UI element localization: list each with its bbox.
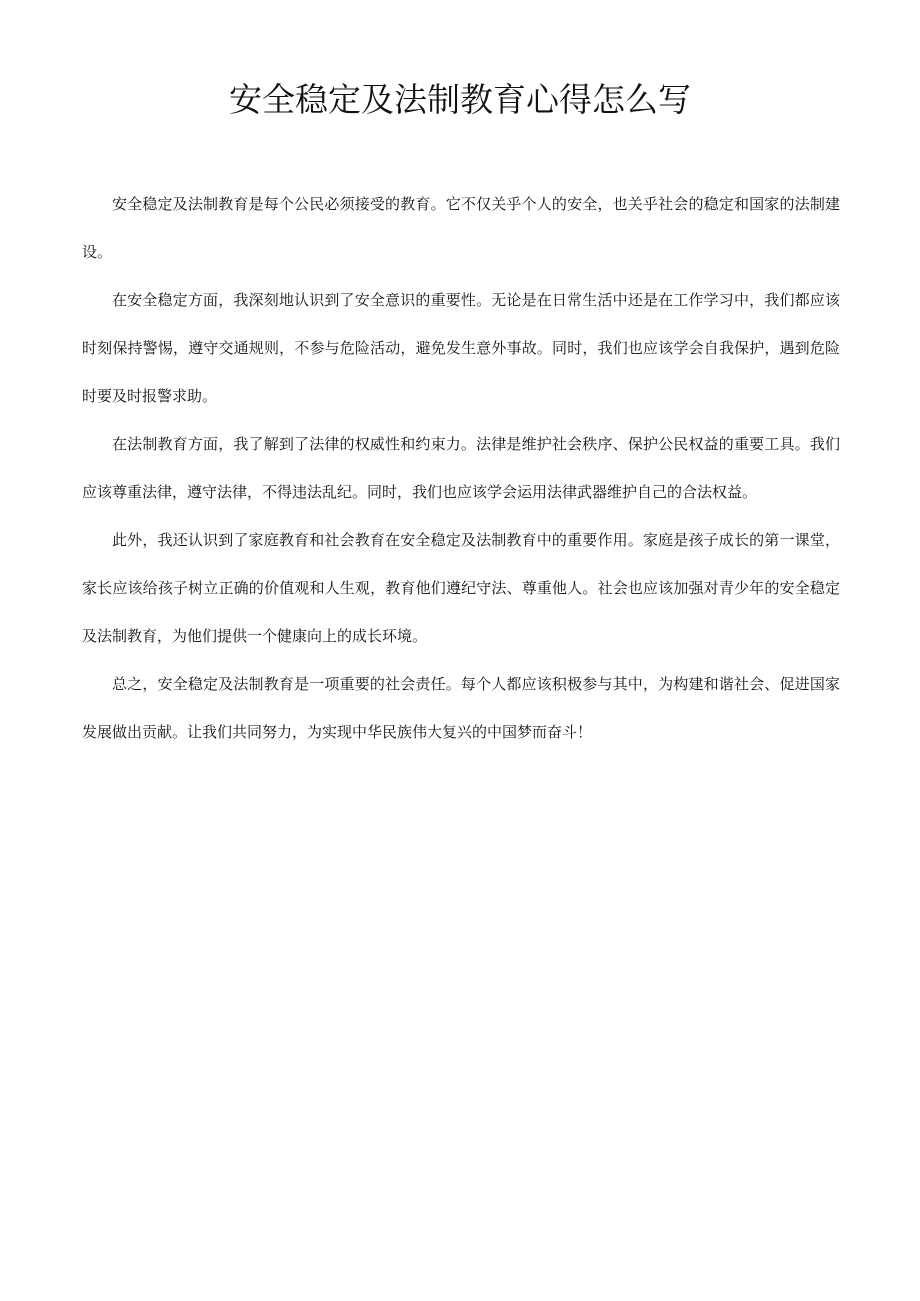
paragraph-conclusion: 总之，安全稳定及法制教育是一项重要的社会责任。每个人都应该积极参与其中，为构建和谐社会、促进国家发展做出贡献。让我们共同努力，为实现中华民族伟大复兴的中国梦而奋斗！ [82, 675, 840, 741]
document-title: 安全稳定及法制教育心得怎么写 [229, 80, 691, 119]
document-body [82, 180, 840, 756]
paragraph-intro: 安全稳定及法制教育是每个公民必须接受的教育。它不仅关乎个人的安全，也关乎社会的稳定和国家的法制建设。 [82, 195, 840, 261]
paragraph-family-society: 此外，我还认识到了家庭教育和社会教育在安全稳定及法制教育中的重要作用。家庭是孩子成长的第一课堂，家长应该给孩子树立正确的价值观和人生观，教育他们遵纪守法、尊重他人。社会也应该加强对青少年的安全稳定及法制教育，为他们提供一个健康向上的成长环境。 [82, 531, 840, 645]
paragraph-legal: 在法制教育方面，我了解到了法律的权威性和约束力。法律是维护社会秩序、保护公民权益的重要工具。我们应该尊重法律，遵守法律，不得违法乱纪。同时，我们也应该学会运用法律武器维护自己的合法权益。 [82, 435, 840, 501]
paragraph-safety: 在安全稳定方面，我深刻地认识到了安全意识的重要性。无论是在日常生活中还是在工作学习中，我们都应该时刻保持警惕，遵守交通规则，不参与危险活动，避免发生意外事故。同时，我们也应该学会自我保护，遇到危险时要及时报警求助。 [82, 291, 840, 405]
